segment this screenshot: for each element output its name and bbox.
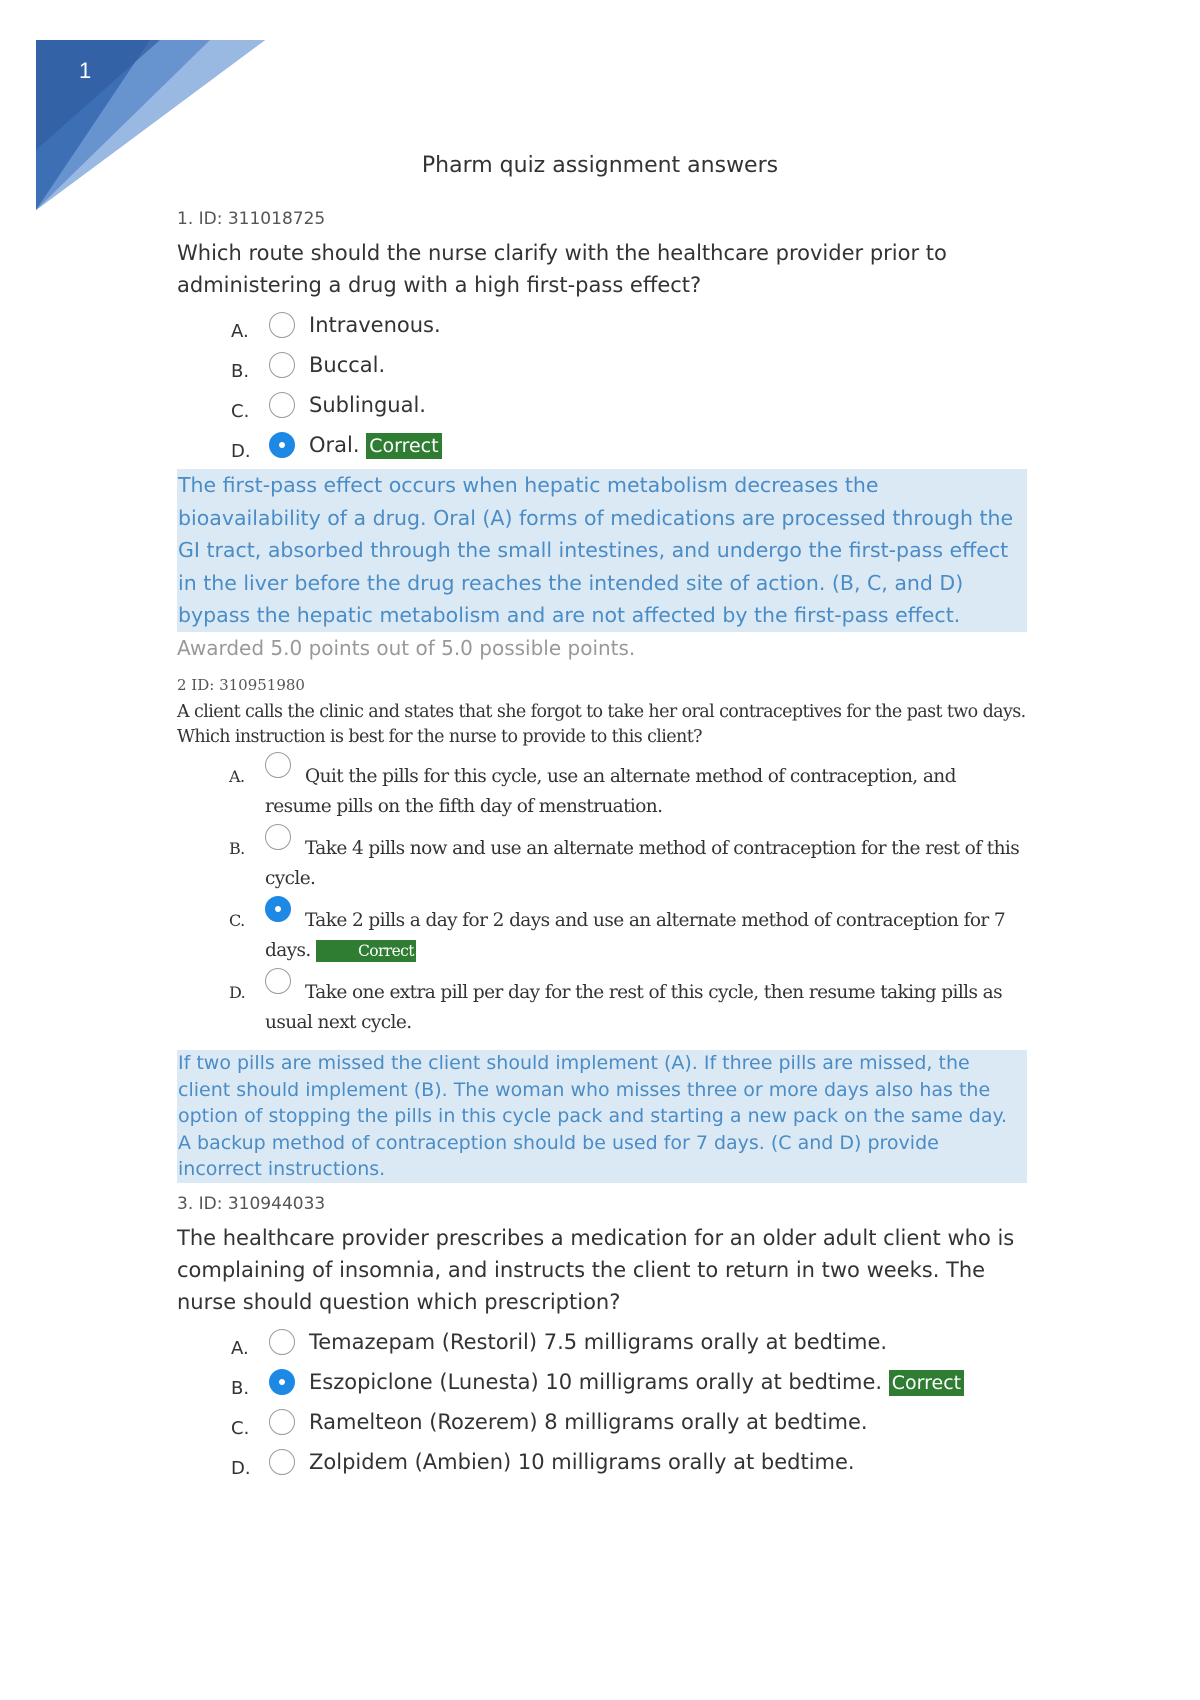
question-id: 2 ID: 310951980: [177, 676, 305, 694]
radio-button[interactable]: [269, 1449, 295, 1475]
radio-button[interactable]: [269, 312, 295, 338]
radio-button[interactable]: [269, 1409, 295, 1435]
option-text: Buccal.: [309, 353, 386, 377]
option-letter: B.: [231, 1378, 250, 1399]
option-d[interactable]: [177, 978, 1027, 1050]
question-2: [177, 676, 1027, 1183]
correct-badge: Correct: [316, 940, 416, 962]
radio-button-selected[interactable]: [265, 896, 291, 922]
option-c[interactable]: [177, 906, 1027, 978]
option-letter: B.: [229, 839, 245, 858]
explanation: If two pills are missed the client should implement (A). If three pills are missed, the client should implement (B). The woman who misses three or more days also has the option of stopping the pills in this cycle pack and starting a new pack on the same day. A backup method of contraception should be used for 7 days. (C and D) provide incorrect instructions.: [177, 1050, 1027, 1183]
option-letter: A.: [229, 767, 245, 786]
option-letter: D.: [229, 983, 246, 1002]
radio-button[interactable]: [265, 752, 291, 778]
option-text: Temazepam (Restoril) 7.5 milligrams orally at bedtime.: [309, 1330, 888, 1354]
option-letter: B.: [231, 361, 250, 382]
question-1: [177, 209, 1027, 660]
question-3: [177, 1194, 1027, 1482]
correct-badge: Correct: [889, 1370, 964, 1396]
question-text: Which route should the nurse clarify with the healthcare provider prior to administering a drug with a high first-pass effect?: [177, 241, 947, 297]
option-text: Take 2 pills a day for 2 days and use an alternate method of contraception for 7 days.: [265, 910, 1006, 961]
question-text: The healthcare provider prescribes a medication for an older adult client who is complaining of insomnia, and instructs the client to return in two weeks. The nurse should question which prescription?: [177, 1226, 1015, 1314]
page-corner-decoration: [0, 0, 300, 230]
option-text: Take 4 pills now and use an alternate method of contraception for the rest of this cycle.: [265, 838, 1020, 889]
answer-options: [177, 305, 1027, 465]
option-text: Zolpidem (Ambien) 10 milligrams orally at bedtime.: [309, 1450, 855, 1474]
option-letter: D.: [231, 441, 251, 462]
option-b[interactable]: [177, 1362, 1027, 1402]
radio-button[interactable]: [269, 352, 295, 378]
radio-button[interactable]: [269, 1329, 295, 1355]
option-text: Sublingual.: [309, 393, 426, 417]
option-text: Intravenous.: [309, 313, 441, 337]
points-awarded: Awarded 5.0 points out of 5.0 possible points.: [177, 635, 636, 660]
option-d[interactable]: [177, 1442, 1027, 1482]
page-number: 1: [79, 58, 92, 83]
question-text: A client calls the clinic and states that she forgot to take her oral contraceptives for the past two days. Which instruction is best for the nurse to provide to this client?: [177, 702, 1026, 747]
answer-options: [177, 762, 1027, 1050]
option-d[interactable]: [177, 425, 1027, 465]
correct-badge: Correct: [366, 433, 441, 459]
option-letter: C.: [231, 401, 250, 422]
radio-button[interactable]: [265, 824, 291, 850]
option-a[interactable]: [177, 305, 1027, 345]
option-c[interactable]: [177, 385, 1027, 425]
option-letter: C.: [229, 911, 245, 930]
option-text-wrapper: [265, 906, 1027, 966]
option-a[interactable]: [177, 1322, 1027, 1362]
option-letter: A.: [231, 1338, 249, 1359]
option-letter: D.: [231, 1458, 251, 1479]
page-title: Pharm quiz assignment answers: [421, 153, 779, 178]
question-id: 1. ID: 311018725: [177, 209, 326, 229]
option-letter: A.: [231, 321, 249, 342]
radio-button-selected[interactable]: [269, 432, 295, 458]
radio-button[interactable]: [265, 968, 291, 994]
option-text: Oral.: [309, 433, 360, 457]
option-text: Quit the pills for this cycle, use an alternate method of contraception, and resume pills on the fifth day of menstruation.: [265, 766, 956, 817]
radio-button[interactable]: [269, 392, 295, 418]
option-b[interactable]: [177, 345, 1027, 385]
option-c[interactable]: [177, 1402, 1027, 1442]
option-b[interactable]: [177, 834, 1027, 906]
option-text: Ramelteon (Rozerem) 8 milligrams orally at bedtime.: [309, 1410, 868, 1434]
option-text: Take one extra pill per day for the rest of this cycle, then resume taking pills as usual next cycle.: [265, 982, 1002, 1033]
explanation: The first-pass effect occurs when hepatic metabolism decreases the bioavailability of a drug. Oral (A) forms of medications are processed through the GI tract, absorbed through the small intestines, and undergo the first-pass effect in the liver before the drug reaches the intended site of action. (B, C, and D) bypass the hepatic metabolism and are not affected by the first-pass effect.: [177, 469, 1027, 632]
option-a[interactable]: [177, 762, 1027, 834]
answer-options: [177, 1322, 1027, 1482]
option-letter: C.: [231, 1418, 250, 1439]
question-id: 3. ID: 310944033: [177, 1194, 326, 1214]
radio-button-selected[interactable]: [269, 1369, 295, 1395]
option-text: Eszopiclone (Lunesta) 10 milligrams orally at bedtime.: [309, 1370, 883, 1394]
